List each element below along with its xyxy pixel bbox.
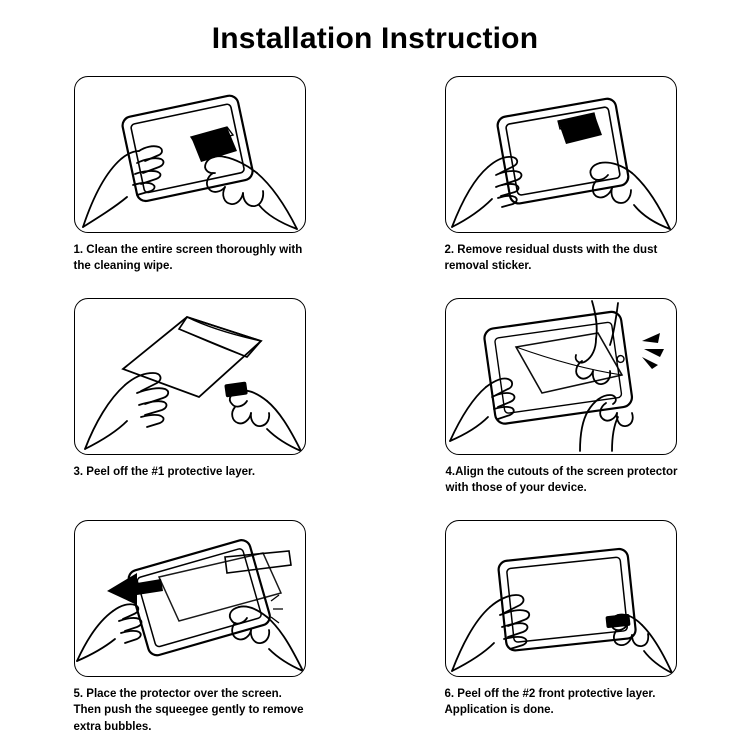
step-1-drawing [75, 77, 305, 232]
step-5-drawing [75, 521, 305, 676]
step-card-5 [8, 520, 371, 742]
step-card-1 [8, 76, 371, 298]
step-card-2 [379, 76, 742, 298]
step-3-drawing [75, 299, 305, 454]
step-card-6 [379, 520, 742, 742]
step-card-3 [8, 298, 371, 520]
step-5-caption: 5. Place the protector over the screen. Then push the squeegee gently to remove extra bubbles. [73, 688, 304, 733]
step-5-illustration [74, 520, 306, 677]
step-6-drawing [446, 521, 676, 676]
step-2-drawing [446, 77, 676, 232]
step-4-illustration [445, 298, 677, 455]
step-2-illustration [445, 76, 677, 233]
step-card-4 [379, 298, 742, 520]
step-4-drawing [446, 299, 676, 454]
step-4-caption: 4.Align the cutouts of the screen protector with those of your device. [445, 466, 678, 495]
alignment-sparkle-icon [642, 333, 664, 369]
step-3-caption: 3. Peel off the #1 protective layer. [73, 466, 256, 478]
step-1-illustration [74, 76, 306, 233]
step-3-illustration [74, 298, 306, 455]
push-direction-arrow-icon [107, 573, 163, 605]
page-title: Installation Instruction [211, 22, 539, 55]
step-1-caption: 1. Clean the entire screen thoroughly with the cleaning wipe. [73, 244, 303, 273]
step-6-illustration [445, 520, 677, 677]
step-6-caption: 6. Peel off the #2 front protective layer. Application is done. [444, 688, 656, 717]
step-2-caption: 2. Remove residual dusts with the dust removal sticker. [444, 244, 658, 273]
steps-grid [0, 76, 750, 742]
